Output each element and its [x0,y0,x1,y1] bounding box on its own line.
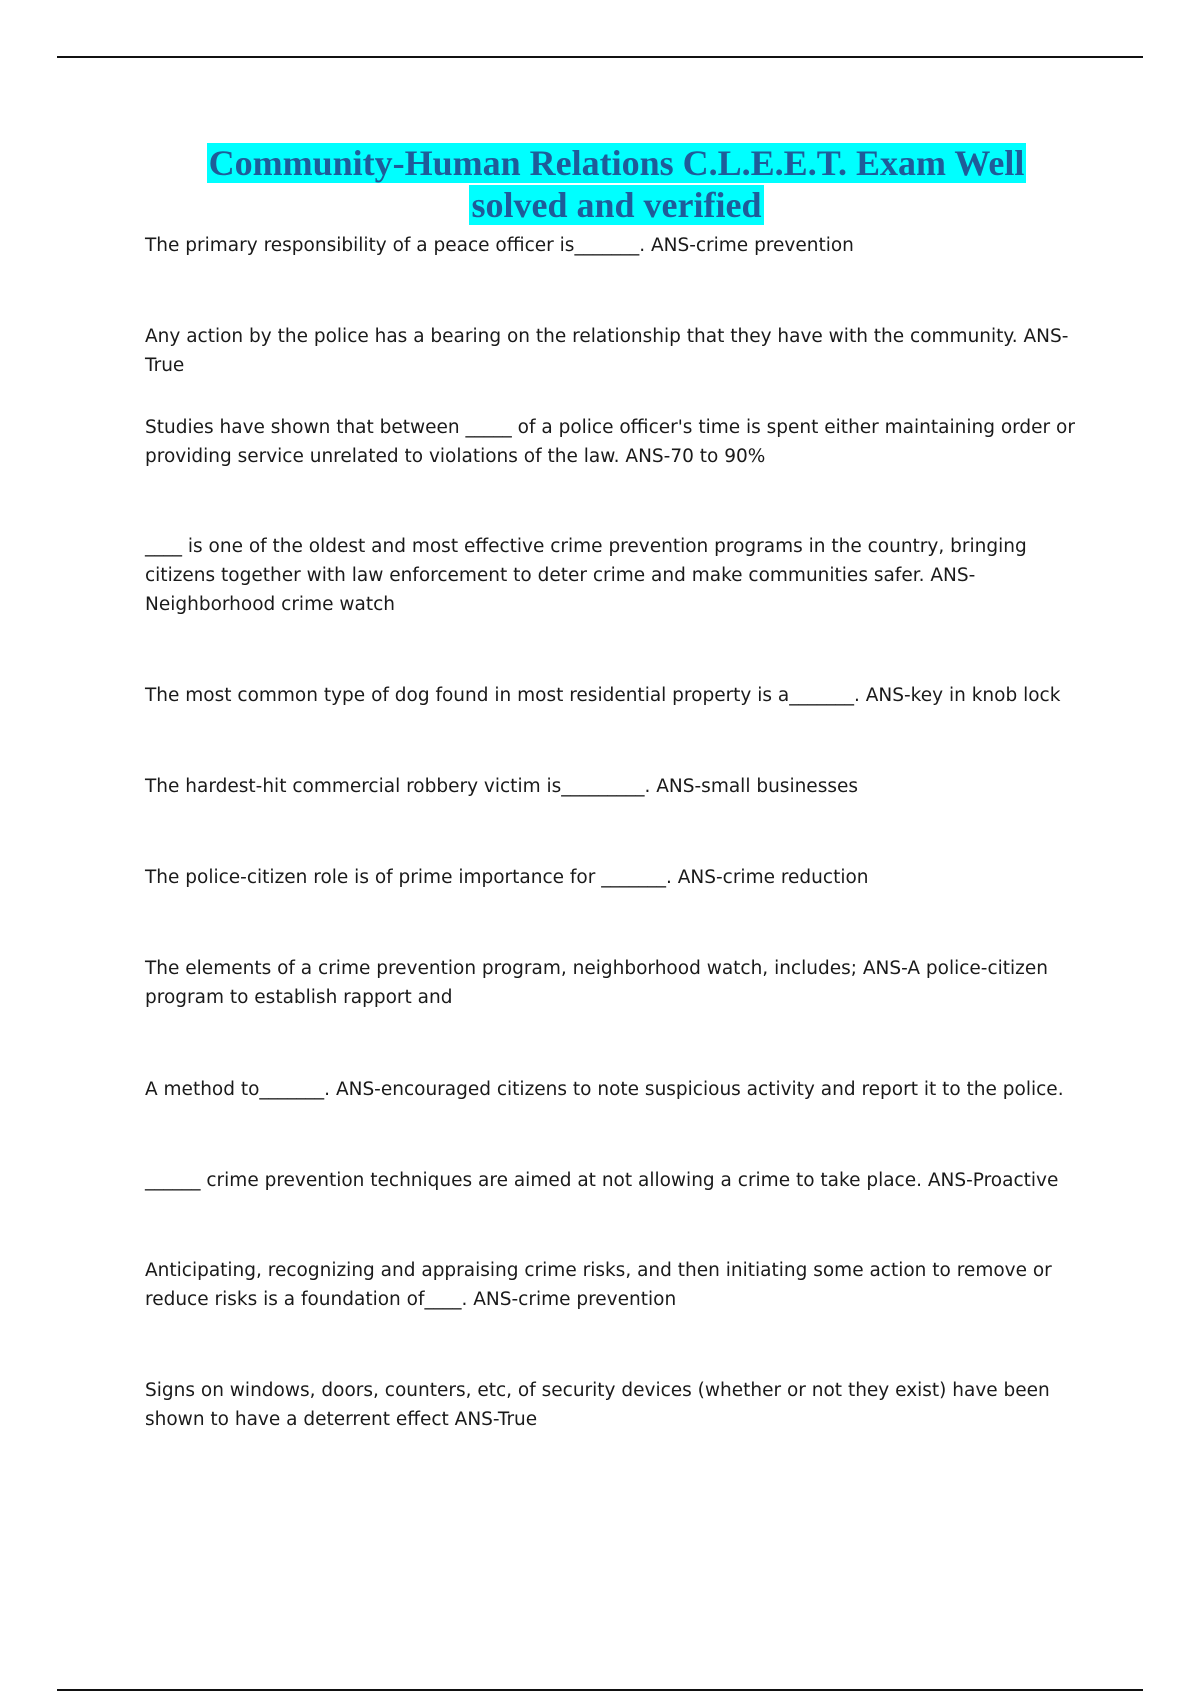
title-line-1: Community-Human Relations C.L.E.E.T. Exam Well [208,143,1025,183]
qa-item-3: Studies have shown that between _____ of a police officer's time is spent either maintaining order or providing service unrelated to violations of the law. ANS-70 to 90% [145,417,1075,467]
document-title [150,142,1083,226]
qa-item-1: The primary responsibility of a peace officer is_______. ANS-crime prevention [145,235,854,256]
footer-rule [57,1689,1143,1691]
qa-item-11: Anticipating, recognizing and appraising crime risks, and then initiating some action to remove or reduce risks is a foundation of____. ANS-crime prevention [145,1260,1052,1310]
qa-item-9: A method to_______. ANS-encouraged citizens to note suspicious activity and report it to the police. [145,1079,1064,1100]
qa-item-5: The most common type of dog found in most residential property is a_______. ANS-key in knob lock [145,685,1061,706]
qa-item-2: Any action by the police has a bearing on the relationship that they have with the community. ANS-True [145,326,1069,376]
qa-item-10: ______ crime prevention techniques are aimed at not allowing a crime to take place. ANS-Proactive [145,1170,1059,1191]
header-rule [57,56,1143,58]
title-line-2: solved and verified [471,185,762,225]
qa-item-4: ____ is one of the oldest and most effective crime prevention programs in the country, bringing citizens together with law enforcement to deter crime and make communities safer. ANS-Neighborhood crime watch [145,536,1027,615]
qa-item-12: Signs on windows, doors, counters, etc, of security devices (whether or not they exist) have been shown to have a deterrent effect ANS-True [145,1380,1050,1430]
qa-item-7: The police-citizen role is of prime importance for _______. ANS-crime reduction [145,867,869,888]
qa-item-6: The hardest-hit commercial robbery victim is_________. ANS-small businesses [145,776,858,797]
qa-item-8: The elements of a crime prevention program, neighborhood watch, includes; ANS-A police-citizen program to establish rapport and [145,958,1048,1008]
